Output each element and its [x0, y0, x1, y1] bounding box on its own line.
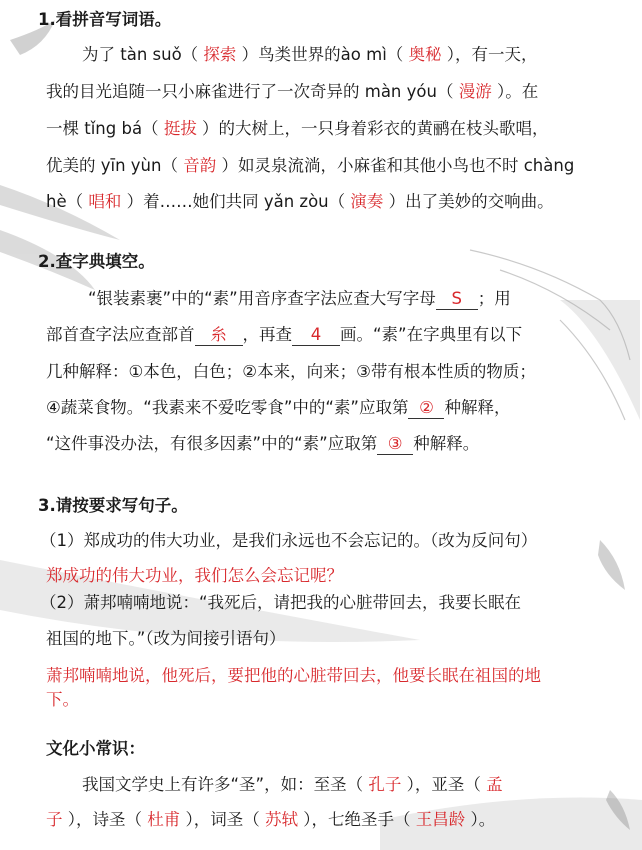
- blank-letter: S: [436, 289, 478, 310]
- answer-yinyun: 音韵: [183, 156, 217, 175]
- answer-yanzou: 演奏: [350, 192, 384, 211]
- blank-meaning-2: ③: [377, 434, 413, 455]
- section1-line-1: 为了 tàn suǒ（ 探索 ）鸟类世界的ào mì（ 奥秘 ），有一天，: [82, 45, 538, 64]
- answer-wangchangling: 王昌龄: [415, 810, 466, 829]
- section2-heading: 2.查字典填空。: [38, 252, 155, 271]
- answer-kongzi: 孔子: [368, 775, 402, 794]
- blank-meaning-1: ②: [408, 398, 444, 419]
- answer-sushi: 苏轼: [265, 810, 298, 829]
- answer-2-line-2: 下。: [46, 690, 79, 709]
- question-2-line-1: （2）萧邦喃喃地说：“我死后，请把我的心脏带回去，我要长眠在: [40, 593, 522, 612]
- answer-1: 郑成功的伟大功业，我们怎么会忘记呢？: [46, 566, 343, 585]
- blank-radical: 糸: [195, 325, 243, 346]
- culture-heading: 文化小常识：: [46, 739, 145, 758]
- section1-line-2: 我的目光追随一只小麻雀进行了一次奇异的 màn yóu（ 漫游 ）。在: [46, 82, 539, 101]
- section1-line-4: 优美的 yīn yùn（ 音韵 ）如灵泉流淌，小麻雀和其他小鸟也不时 chàng: [46, 156, 575, 175]
- section2-line-1: “银装素裹”中的“素”用音序查字法应查大写字母 S ；用: [88, 289, 511, 308]
- section2-line-3: 几种解释：①本色，白色；②本来，向来；③带有根本性质的物质；: [46, 362, 536, 381]
- question-1: （1）郑成功的伟大功业，是我们永远也不会忘记的。（改为反问句）: [40, 531, 538, 550]
- question-2-line-2: 祖国的地下。”（改为间接引语句）: [46, 629, 286, 648]
- blank-strokes: 4: [292, 325, 340, 346]
- section1-heading: 1.看拼音写词语。: [38, 10, 172, 29]
- answer-dufu: 杜甫: [147, 810, 181, 829]
- answer-tingba: 挺拔: [163, 119, 197, 138]
- answer-2-line-1: 萧邦喃喃地说，他死后，要把他的心脏带回去，他要长眠在祖国的地: [46, 666, 541, 685]
- section1-line-5: hè（ 唱和 ）着……她们共同 yǎn zòu（ 演奏 ）出了美妙的交响曲。: [46, 192, 554, 211]
- section2-line-5: “这件事没办法，有很多因素”中的“素”应取第 ③ 种解释。: [46, 434, 480, 453]
- section2-line-2: 部首查字法应查部首 糸 ，再查 4 画。“素”在字典里有以下: [46, 325, 523, 344]
- section3-heading: 3.请按要求写句子。: [38, 496, 188, 515]
- answer-changhe: 唱和: [88, 192, 122, 211]
- culture-line-2: 子 ），诗圣（ 杜甫 ），词圣（ 苏轼 ），七绝圣手（ 王昌龄 ）。: [46, 810, 496, 829]
- section2-line-4: ④蔬菜食物。“我素来不爱吃零食”中的“素”应取第 ② 种解释，: [46, 398, 511, 417]
- answer-aomi: 奥秘: [408, 45, 442, 64]
- answer-mengzi-part2: 子: [46, 810, 63, 829]
- answer-tansuo: 探索: [203, 45, 237, 64]
- answer-manyou: 漫游: [458, 82, 492, 101]
- answer-mengzi-part1: 孟: [486, 775, 503, 794]
- culture-line-1: 我国文学史上有许多“圣”，如：至圣（ 孔子 ），亚圣（ 孟: [82, 775, 503, 794]
- section1-line-3: 一棵 tǐng bá（ 挺拔 ）的大树上，一只身着彩衣的黄鹂在枝头歌唱，: [46, 119, 549, 138]
